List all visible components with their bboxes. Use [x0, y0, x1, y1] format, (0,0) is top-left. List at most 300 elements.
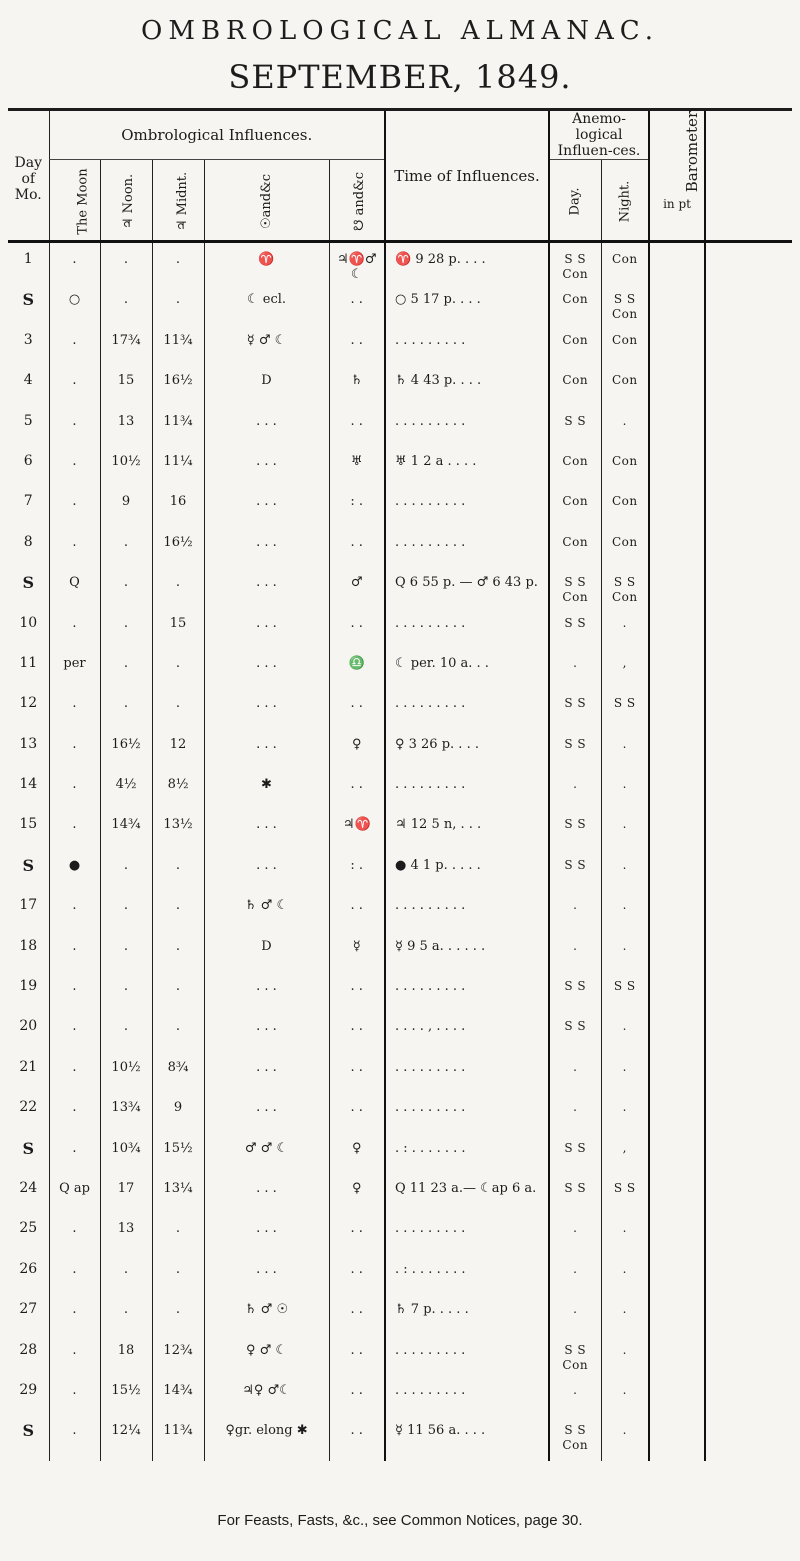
jupiter-noon-cell: 9 — [100, 491, 152, 531]
jupiter-noon-cell: 15½ — [100, 1380, 152, 1420]
night-wind-cell: . — [601, 1420, 649, 1460]
time-cell: ○ 5 17 p. . . . — [385, 289, 549, 329]
blank-cell — [705, 572, 792, 612]
jupiter-midnight-cell: 12 — [152, 734, 204, 774]
node-cell: ♂ — [329, 572, 385, 612]
sun-cell: ♄ ♂ ☾ — [204, 895, 329, 935]
jupiter-noon-cell: . — [100, 895, 152, 935]
sun-cell: D — [204, 370, 329, 410]
day-cell: 24 — [19, 1179, 38, 1196]
night-wind-cell: S S — [601, 693, 649, 733]
day-cell: 5 — [23, 412, 33, 429]
day-cell: 8 — [23, 533, 33, 550]
day-cell: 11 — [19, 654, 38, 671]
moon-cell: . — [49, 411, 100, 451]
sun-cell: ♈ — [204, 242, 329, 290]
node-cell: . . — [329, 1016, 385, 1056]
night-wind-cell: . — [601, 1299, 649, 1339]
barometer-cell — [649, 370, 705, 410]
sun-cell: . . . — [204, 1016, 329, 1056]
night-wind-cell: . — [601, 936, 649, 976]
table-row — [8, 1097, 792, 1137]
moon-cell: . — [49, 491, 100, 531]
blank-cell — [705, 1380, 792, 1420]
node-cell: ♃♈ — [329, 814, 385, 854]
barometer-cell — [649, 1178, 705, 1218]
jupiter-noon-cell: . — [100, 1259, 152, 1299]
day-cell: S — [22, 855, 35, 875]
table-row — [8, 1380, 792, 1420]
barometer-cell — [649, 855, 705, 895]
blank-cell — [705, 1218, 792, 1258]
night-wind-cell: . — [601, 1340, 649, 1380]
jupiter-midnight-cell: . — [152, 289, 204, 329]
jupiter-midnight-cell: . — [152, 1016, 204, 1056]
night-wind-cell: . — [601, 1016, 649, 1056]
time-cell: Q 6 55 p. — ♂ 6 43 p. — [385, 572, 549, 612]
day-wind-cell: Con — [549, 491, 601, 531]
barometer-cell — [649, 1057, 705, 1097]
time-cell: . . . . . . . . . — [385, 774, 549, 814]
jupiter-noon-cell: 13 — [100, 1218, 152, 1258]
sun-cell: . . . — [204, 653, 329, 693]
jupiter-midnight-cell: 12¾ — [152, 1340, 204, 1380]
night-wind-cell: . — [601, 1057, 649, 1097]
table-row — [8, 653, 792, 693]
table-row — [8, 572, 792, 612]
day-wind-cell: S S — [549, 693, 601, 733]
day-cell: S — [22, 573, 35, 593]
blank-cell — [705, 1340, 792, 1380]
sun-cell: ✱ — [204, 774, 329, 814]
jupiter-midnight-cell: . — [152, 653, 204, 693]
sun-cell: . . . — [204, 1097, 329, 1137]
blank-column-header — [705, 110, 792, 242]
night-wind-cell: Con — [601, 532, 649, 572]
blank-cell — [705, 1138, 792, 1178]
node-cell: . . — [329, 976, 385, 1016]
blank-cell — [705, 814, 792, 854]
sun-cell: ♄ ♂ ☉ — [204, 1299, 329, 1339]
node-cell: . . — [329, 330, 385, 370]
sun-cell: . . . — [204, 572, 329, 612]
jupiter-noon-header: ♃ Noon. — [100, 160, 152, 242]
blank-cell — [705, 1420, 792, 1460]
moon-cell: . — [49, 693, 100, 733]
day-wind-cell: S S Con — [549, 242, 601, 290]
time-cell: . . . . , . . . . — [385, 1016, 549, 1056]
node-cell: ♀ — [329, 1138, 385, 1178]
moon-cell: . — [49, 1340, 100, 1380]
jupiter-noon-cell: 13 — [100, 411, 152, 451]
barometer-cell — [649, 289, 705, 329]
time-cell: . . . . . . . . . — [385, 411, 549, 451]
time-cell: ☿ 11 56 a. . . . — [385, 1420, 549, 1460]
day-wind-cell: S S Con — [549, 1340, 601, 1380]
jupiter-noon-cell: 10½ — [100, 451, 152, 491]
sun-cell: ♃♀ ♂☾ — [204, 1380, 329, 1420]
moon-cell: per — [49, 653, 100, 693]
blank-cell — [705, 855, 792, 895]
day-cell: 28 — [19, 1341, 38, 1358]
sun-header: ☉and&c — [204, 160, 329, 242]
jupiter-noon-cell: 18 — [100, 1340, 152, 1380]
table-row — [8, 613, 792, 653]
node-cell: : . — [329, 491, 385, 531]
jupiter-midnight-cell: 14¾ — [152, 1380, 204, 1420]
day-cell: 21 — [19, 1058, 38, 1075]
table-row — [8, 936, 792, 976]
node-header: ☋ and&c — [329, 160, 385, 242]
moon-cell: . — [49, 774, 100, 814]
moon-cell: . — [49, 532, 100, 572]
night-wind-cell: . — [601, 855, 649, 895]
day-cell: 10 — [19, 614, 38, 631]
blank-cell — [705, 976, 792, 1016]
day-wind-cell: S S Con — [549, 1420, 601, 1460]
day-wind-cell: S S — [549, 1178, 601, 1218]
night-wind-cell: . — [601, 774, 649, 814]
blank-cell — [705, 653, 792, 693]
table-row — [8, 330, 792, 370]
jupiter-midnight-cell: . — [152, 693, 204, 733]
day-wind-cell: . — [549, 895, 601, 935]
blank-cell — [705, 1259, 792, 1299]
table-row — [8, 734, 792, 774]
day-wind-cell: . — [549, 774, 601, 814]
table-row — [8, 1340, 792, 1380]
jupiter-noon-cell: . — [100, 532, 152, 572]
day-cell: 25 — [19, 1220, 38, 1237]
jupiter-noon-cell: 17¾ — [100, 330, 152, 370]
night-wind-cell: . — [601, 1097, 649, 1137]
day-cell: 13 — [19, 735, 38, 752]
sun-cell: . . . — [204, 532, 329, 572]
night-wind-cell: . — [601, 734, 649, 774]
table-row — [8, 976, 792, 1016]
ombrological-header: Ombrological Influences. — [49, 110, 385, 160]
jupiter-noon-cell: . — [100, 976, 152, 1016]
sun-cell: . . . — [204, 411, 329, 451]
time-cell: ♄ 7 p. . . . . — [385, 1299, 549, 1339]
day-wind-cell: S S — [549, 1016, 601, 1056]
day-cell: 12 — [19, 695, 38, 712]
barometer-cell — [649, 895, 705, 935]
barometer-cell — [649, 1259, 705, 1299]
sun-cell: . . . — [204, 451, 329, 491]
day-cell: 20 — [19, 1018, 38, 1035]
night-wind-cell: Con — [601, 242, 649, 290]
blank-cell — [705, 1178, 792, 1218]
day-wind-cell: Con — [549, 451, 601, 491]
night-wind-cell: . — [601, 1380, 649, 1420]
jupiter-midnight-cell: 8¾ — [152, 1057, 204, 1097]
moon-cell: . — [49, 330, 100, 370]
barometer-cell — [649, 613, 705, 653]
time-cell: . : . . . . . . . — [385, 1138, 549, 1178]
night-wind-cell: S S Con — [601, 572, 649, 612]
day-wind-cell: S S Con — [549, 572, 601, 612]
day-cell: 22 — [19, 1099, 38, 1116]
jupiter-midnight-cell: 11¾ — [152, 411, 204, 451]
time-cell: . . . . . . . . . — [385, 1218, 549, 1258]
blank-cell — [705, 242, 792, 290]
day-cell: 1 — [23, 251, 33, 267]
barometer-cell — [649, 242, 705, 290]
sun-cell: D — [204, 936, 329, 976]
sun-cell: ♂ ♂ ☾ — [204, 1138, 329, 1178]
moon-cell: . — [49, 936, 100, 976]
blank-cell — [705, 289, 792, 329]
night-wind-cell: S S — [601, 976, 649, 1016]
barometer-header — [649, 107, 705, 242]
day-cell: 4 — [23, 372, 33, 389]
blank-cell — [705, 613, 792, 653]
anemo-header: Anemo-logical Influen-ces. — [549, 110, 649, 160]
night-wind-header: Night. — [601, 160, 649, 242]
day-wind-cell: . — [549, 1380, 601, 1420]
barometer-cell — [649, 1138, 705, 1178]
table-row — [8, 1218, 792, 1258]
day-cell: S — [22, 1421, 35, 1441]
barometer-cell — [649, 1097, 705, 1137]
barometer-cell — [649, 1420, 705, 1460]
sun-cell: . . . — [204, 1178, 329, 1218]
blank-cell — [705, 451, 792, 491]
table-row — [8, 1016, 792, 1056]
blank-cell — [705, 734, 792, 774]
jupiter-noon-cell: 12¼ — [100, 1420, 152, 1460]
blank-cell — [705, 1097, 792, 1137]
night-wind-cell: . — [601, 613, 649, 653]
day-wind-cell: . — [549, 1259, 601, 1299]
node-cell: . . — [329, 1259, 385, 1299]
blank-cell — [705, 774, 792, 814]
jupiter-noon-cell: 13¾ — [100, 1097, 152, 1137]
day-cell: 27 — [19, 1301, 38, 1318]
node-cell: ♄ — [329, 370, 385, 410]
day-cell: S — [22, 290, 35, 310]
jupiter-midnight-cell: . — [152, 855, 204, 895]
jupiter-midnight-cell: . — [152, 572, 204, 612]
jupiter-noon-cell: . — [100, 289, 152, 329]
day-wind-cell: Con — [549, 289, 601, 329]
node-cell: . . — [329, 289, 385, 329]
day-cell: 6 — [23, 452, 33, 469]
moon-cell: Q — [49, 572, 100, 612]
node-cell: ♅ — [329, 451, 385, 491]
moon-cell: . — [49, 814, 100, 854]
time-cell: ☿ 9 5 a. . . . . . — [385, 936, 549, 976]
blank-cell — [705, 1016, 792, 1056]
time-cell: . . . . . . . . . — [385, 330, 549, 370]
time-cell: . . . . . . . . . — [385, 491, 549, 531]
node-cell: . . — [329, 693, 385, 733]
night-wind-cell: , — [601, 1138, 649, 1178]
table-row — [8, 855, 792, 895]
moon-cell: . — [49, 1380, 100, 1420]
sun-cell: . . . — [204, 1218, 329, 1258]
day-wind-cell: S S — [549, 411, 601, 451]
time-cell: . . . . . . . . . — [385, 613, 549, 653]
moon-header: The Moon — [49, 160, 100, 242]
day-wind-cell: . — [549, 1218, 601, 1258]
day-cell: 15 — [19, 816, 38, 833]
sun-cell: . . . — [204, 734, 329, 774]
jupiter-midnight-cell: 11¾ — [152, 1420, 204, 1460]
sun-cell: . . . — [204, 1259, 329, 1299]
sun-cell: ♀gr. elong ✱ — [204, 1420, 329, 1460]
table-row — [8, 774, 792, 814]
day-cell: 17 — [19, 897, 38, 914]
day-cell: S — [22, 1138, 35, 1158]
node-cell: ♃♈♂ ☾ — [329, 242, 385, 290]
blank-cell — [705, 330, 792, 370]
node-cell: . . — [329, 1097, 385, 1137]
day-wind-cell: . — [549, 936, 601, 976]
jupiter-midnight-cell: . — [152, 936, 204, 976]
influences-table — [8, 108, 792, 1461]
moon-cell: ● — [49, 855, 100, 895]
table-row — [8, 1259, 792, 1299]
jupiter-midnight-cell: 13¼ — [152, 1178, 204, 1218]
almanac-title: OMBROLOGICAL ALMANAC. — [141, 16, 659, 46]
jupiter-midnight-cell: 8½ — [152, 774, 204, 814]
time-cell: ☾ per. 10 a. . . — [385, 653, 549, 693]
jupiter-midnight-cell: 11¼ — [152, 451, 204, 491]
table-row — [8, 1420, 792, 1460]
night-wind-cell: S S — [601, 1178, 649, 1218]
day-wind-cell: S S — [549, 814, 601, 854]
barometer-cell — [649, 451, 705, 491]
moon-cell: . — [49, 734, 100, 774]
moon-cell: . — [49, 1259, 100, 1299]
table-row — [8, 693, 792, 733]
time-cell: . . . . . . . . . — [385, 532, 549, 572]
jupiter-midnight-cell: 16½ — [152, 370, 204, 410]
jupiter-noon-cell: 17 — [100, 1178, 152, 1218]
blank-cell — [705, 936, 792, 976]
jupiter-noon-cell: 4½ — [100, 774, 152, 814]
node-cell: . . — [329, 532, 385, 572]
time-cell: . . . . . . . . . — [385, 1380, 549, 1420]
time-cell: . . . . . . . . . — [385, 1097, 549, 1137]
jupiter-noon-cell: . — [100, 693, 152, 733]
time-cell: . . . . . . . . . — [385, 976, 549, 1016]
barometer-cell — [649, 572, 705, 612]
blank-cell — [705, 1299, 792, 1339]
moon-cell: . — [49, 1097, 100, 1137]
time-cell: Q 11 23 a.— ☾ap 6 a. — [385, 1178, 549, 1218]
sun-cell: . . . — [204, 855, 329, 895]
barometer-cell — [649, 491, 705, 531]
jupiter-noon-cell: . — [100, 936, 152, 976]
jupiter-noon-cell: 16½ — [100, 734, 152, 774]
sun-cell: . . . — [204, 1057, 329, 1097]
moon-cell: . — [49, 1218, 100, 1258]
night-wind-cell: , — [601, 653, 649, 693]
day-wind-cell: S S — [549, 1138, 601, 1178]
moon-cell: . — [49, 242, 100, 290]
node-cell: ♎ — [329, 653, 385, 693]
jupiter-midnight-cell: 16½ — [152, 532, 204, 572]
night-wind-cell: Con — [601, 370, 649, 410]
night-wind-cell: . — [601, 1259, 649, 1299]
sun-cell: ☾ ecl. — [204, 289, 329, 329]
blank-cell — [705, 532, 792, 572]
jupiter-noon-cell: 10¾ — [100, 1138, 152, 1178]
day-wind-cell: Con — [549, 532, 601, 572]
barometer-cell — [649, 532, 705, 572]
node-cell: . . — [329, 613, 385, 653]
blank-cell — [705, 895, 792, 935]
table-row — [8, 242, 792, 290]
jupiter-noon-cell: . — [100, 572, 152, 612]
day-cell: 19 — [19, 978, 38, 995]
blank-cell — [705, 491, 792, 531]
jupiter-midnight-cell: . — [152, 242, 204, 290]
jupiter-noon-cell: . — [100, 242, 152, 290]
jupiter-midnight-cell: . — [152, 1259, 204, 1299]
day-wind-cell: Con — [549, 370, 601, 410]
barometer-cell — [649, 1299, 705, 1339]
day-wind-cell: . — [549, 1097, 601, 1137]
jupiter-midnight-cell: . — [152, 1218, 204, 1258]
jupiter-midnight-cell: 15 — [152, 613, 204, 653]
table-row — [8, 411, 792, 451]
table-row — [8, 289, 792, 329]
barometer-cell — [649, 1380, 705, 1420]
table-row — [8, 451, 792, 491]
table-row — [8, 1057, 792, 1097]
barometer-cell — [649, 653, 705, 693]
time-cell: ♄ 4 43 p. . . . — [385, 370, 549, 410]
moon-cell: Q ap — [49, 1178, 100, 1218]
jupiter-noon-cell: 14¾ — [100, 814, 152, 854]
night-wind-cell: Con — [601, 451, 649, 491]
jupiter-noon-cell: . — [100, 1299, 152, 1339]
table-row — [8, 1178, 792, 1218]
day-cell: 26 — [19, 1260, 38, 1277]
night-wind-cell: Con — [601, 491, 649, 531]
jupiter-midnight-cell: . — [152, 976, 204, 1016]
moon-cell: . — [49, 1420, 100, 1460]
day-cell: 14 — [19, 776, 38, 793]
moon-cell: . — [49, 451, 100, 491]
night-wind-cell: . — [601, 1218, 649, 1258]
moon-cell: . — [49, 1138, 100, 1178]
node-cell: . . — [329, 1340, 385, 1380]
table-row — [8, 1138, 792, 1178]
node-cell: . . — [329, 774, 385, 814]
node-cell: . . — [329, 1420, 385, 1460]
barometer-cell — [649, 693, 705, 733]
node-cell: : . — [329, 855, 385, 895]
barometer-cell — [649, 814, 705, 854]
time-cell: ♈ 9 28 p. . . . — [385, 242, 549, 290]
barometer-cell — [649, 936, 705, 976]
time-cell: . . . . . . . . . — [385, 1340, 549, 1380]
sun-cell: ♀ ♂ ☾ — [204, 1340, 329, 1380]
day-wind-cell: . — [549, 1299, 601, 1339]
node-cell: . . — [329, 1218, 385, 1258]
node-cell: . . — [329, 411, 385, 451]
night-wind-cell: Con — [601, 330, 649, 370]
jupiter-midnight-cell: 13½ — [152, 814, 204, 854]
node-cell: . . — [329, 1380, 385, 1420]
jupiter-noon-cell: 15 — [100, 370, 152, 410]
moon-cell: . — [49, 1057, 100, 1097]
